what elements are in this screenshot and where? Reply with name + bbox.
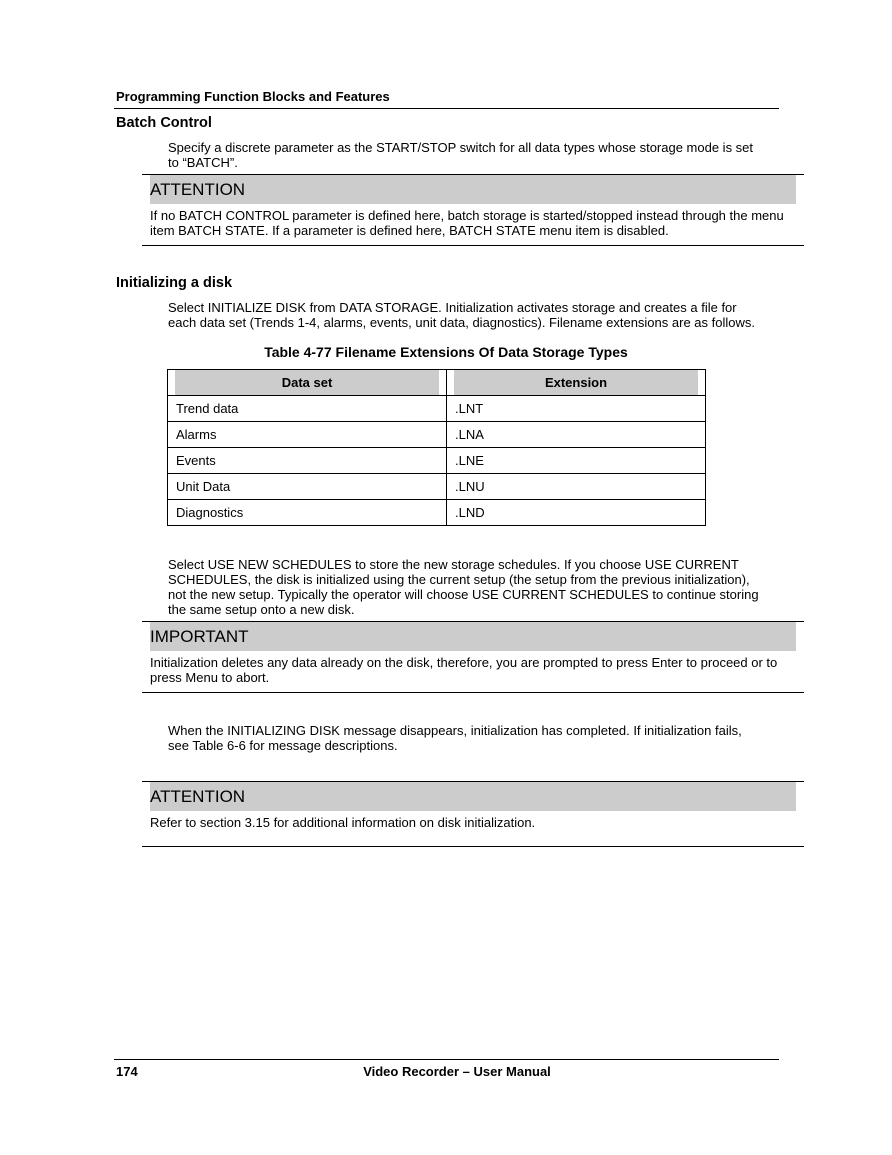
batch-control-text bbox=[168, 140, 753, 170]
schedules-line-3: not the new setup. Typically the operator will choose USE CURRENT SCHEDULES to continue storing bbox=[168, 587, 759, 602]
important-box bbox=[142, 621, 804, 693]
page-number: 174 bbox=[116, 1064, 138, 1079]
table-header-data-set: Data set bbox=[168, 370, 447, 396]
completion-line-2: see Table 6-6 for message descriptions. bbox=[168, 738, 398, 753]
table-row bbox=[168, 474, 706, 500]
table-cell-data-set: Unit Data bbox=[168, 474, 447, 500]
important-label: IMPORTANT bbox=[150, 622, 796, 651]
table-cell-extension: .LNA bbox=[447, 422, 706, 448]
attention-1-line-1: If no BATCH CONTROL parameter is defined here, batch storage is started/stopped instead through the menu bbox=[150, 208, 784, 223]
attention-label-2: ATTENTION bbox=[150, 782, 796, 811]
initializing-disk-heading: Initializing a disk bbox=[116, 275, 233, 291]
table-row bbox=[168, 422, 706, 448]
table-title: Table 4-77 Filename Extensions Of Data Storage Types bbox=[264, 344, 628, 360]
batch-control-heading: Batch Control bbox=[116, 115, 212, 131]
important-text bbox=[150, 651, 796, 685]
important-line-1: Initialization deletes any data already on the disk, therefore, you are prompted to press Enter to proceed or to bbox=[150, 655, 778, 670]
important-line-2: press Menu to abort. bbox=[150, 670, 270, 685]
schedules-line-2: SCHEDULES, the disk is initialized using the current setup (the setup from the previous initialization), bbox=[168, 572, 750, 587]
table-header-row bbox=[168, 370, 706, 396]
initializing-text bbox=[168, 300, 755, 330]
initializing-line-1: Select INITIALIZE DISK from DATA STORAGE. Initialization activates storage and creates a file for bbox=[168, 300, 737, 315]
manual-title: Video Recorder – User Manual bbox=[363, 1064, 551, 1079]
table-row bbox=[168, 500, 706, 526]
filename-extensions-table bbox=[167, 369, 706, 526]
schedules-text bbox=[168, 557, 759, 617]
table-cell-extension: .LNE bbox=[447, 448, 706, 474]
schedules-line-1: Select USE NEW SCHEDULES to store the new storage schedules. If you choose USE CURRENT bbox=[168, 557, 739, 572]
table-cell-data-set: Alarms bbox=[168, 422, 447, 448]
completion-line-1: When the INITIALIZING DISK message disappears, initialization has completed. If initialization fails, bbox=[168, 723, 742, 738]
attention-text-2 bbox=[150, 811, 796, 830]
attention-2-line-1: Refer to section 3.15 for additional information on disk initialization. bbox=[150, 815, 536, 830]
table-cell-extension: .LNU bbox=[447, 474, 706, 500]
table-cell-data-set: Diagnostics bbox=[168, 500, 447, 526]
attention-1-line-2: item BATCH STATE. If a parameter is defined here, BATCH STATE menu item is disabled. bbox=[150, 223, 669, 238]
initializing-line-2: each data set (Trends 1-4, alarms, events, unit data, diagnostics). Filename extensions are as follows. bbox=[168, 315, 755, 330]
footer-rule bbox=[114, 1059, 779, 1060]
schedules-line-4: the same setup onto a new disk. bbox=[168, 602, 355, 617]
table-cell-data-set: Trend data bbox=[168, 396, 447, 422]
running-header: Programming Function Blocks and Features bbox=[116, 89, 390, 104]
batch-control-line-1: Specify a discrete parameter as the START/STOP switch for all data types whose storage mode is set bbox=[168, 140, 754, 155]
table-cell-extension: .LNT bbox=[447, 396, 706, 422]
header-rule bbox=[114, 108, 779, 109]
table-row bbox=[168, 396, 706, 422]
attention-text-1 bbox=[150, 204, 796, 238]
attention-box-2 bbox=[142, 781, 804, 847]
attention-box-1 bbox=[142, 174, 804, 246]
attention-label-1: ATTENTION bbox=[150, 175, 796, 204]
table-cell-data-set: Events bbox=[168, 448, 447, 474]
table-cell-extension: .LND bbox=[447, 500, 706, 526]
completion-text bbox=[168, 723, 742, 753]
batch-control-line-2: to “BATCH”. bbox=[168, 155, 238, 170]
table-row bbox=[168, 448, 706, 474]
table-header-extension: Extension bbox=[447, 370, 706, 396]
